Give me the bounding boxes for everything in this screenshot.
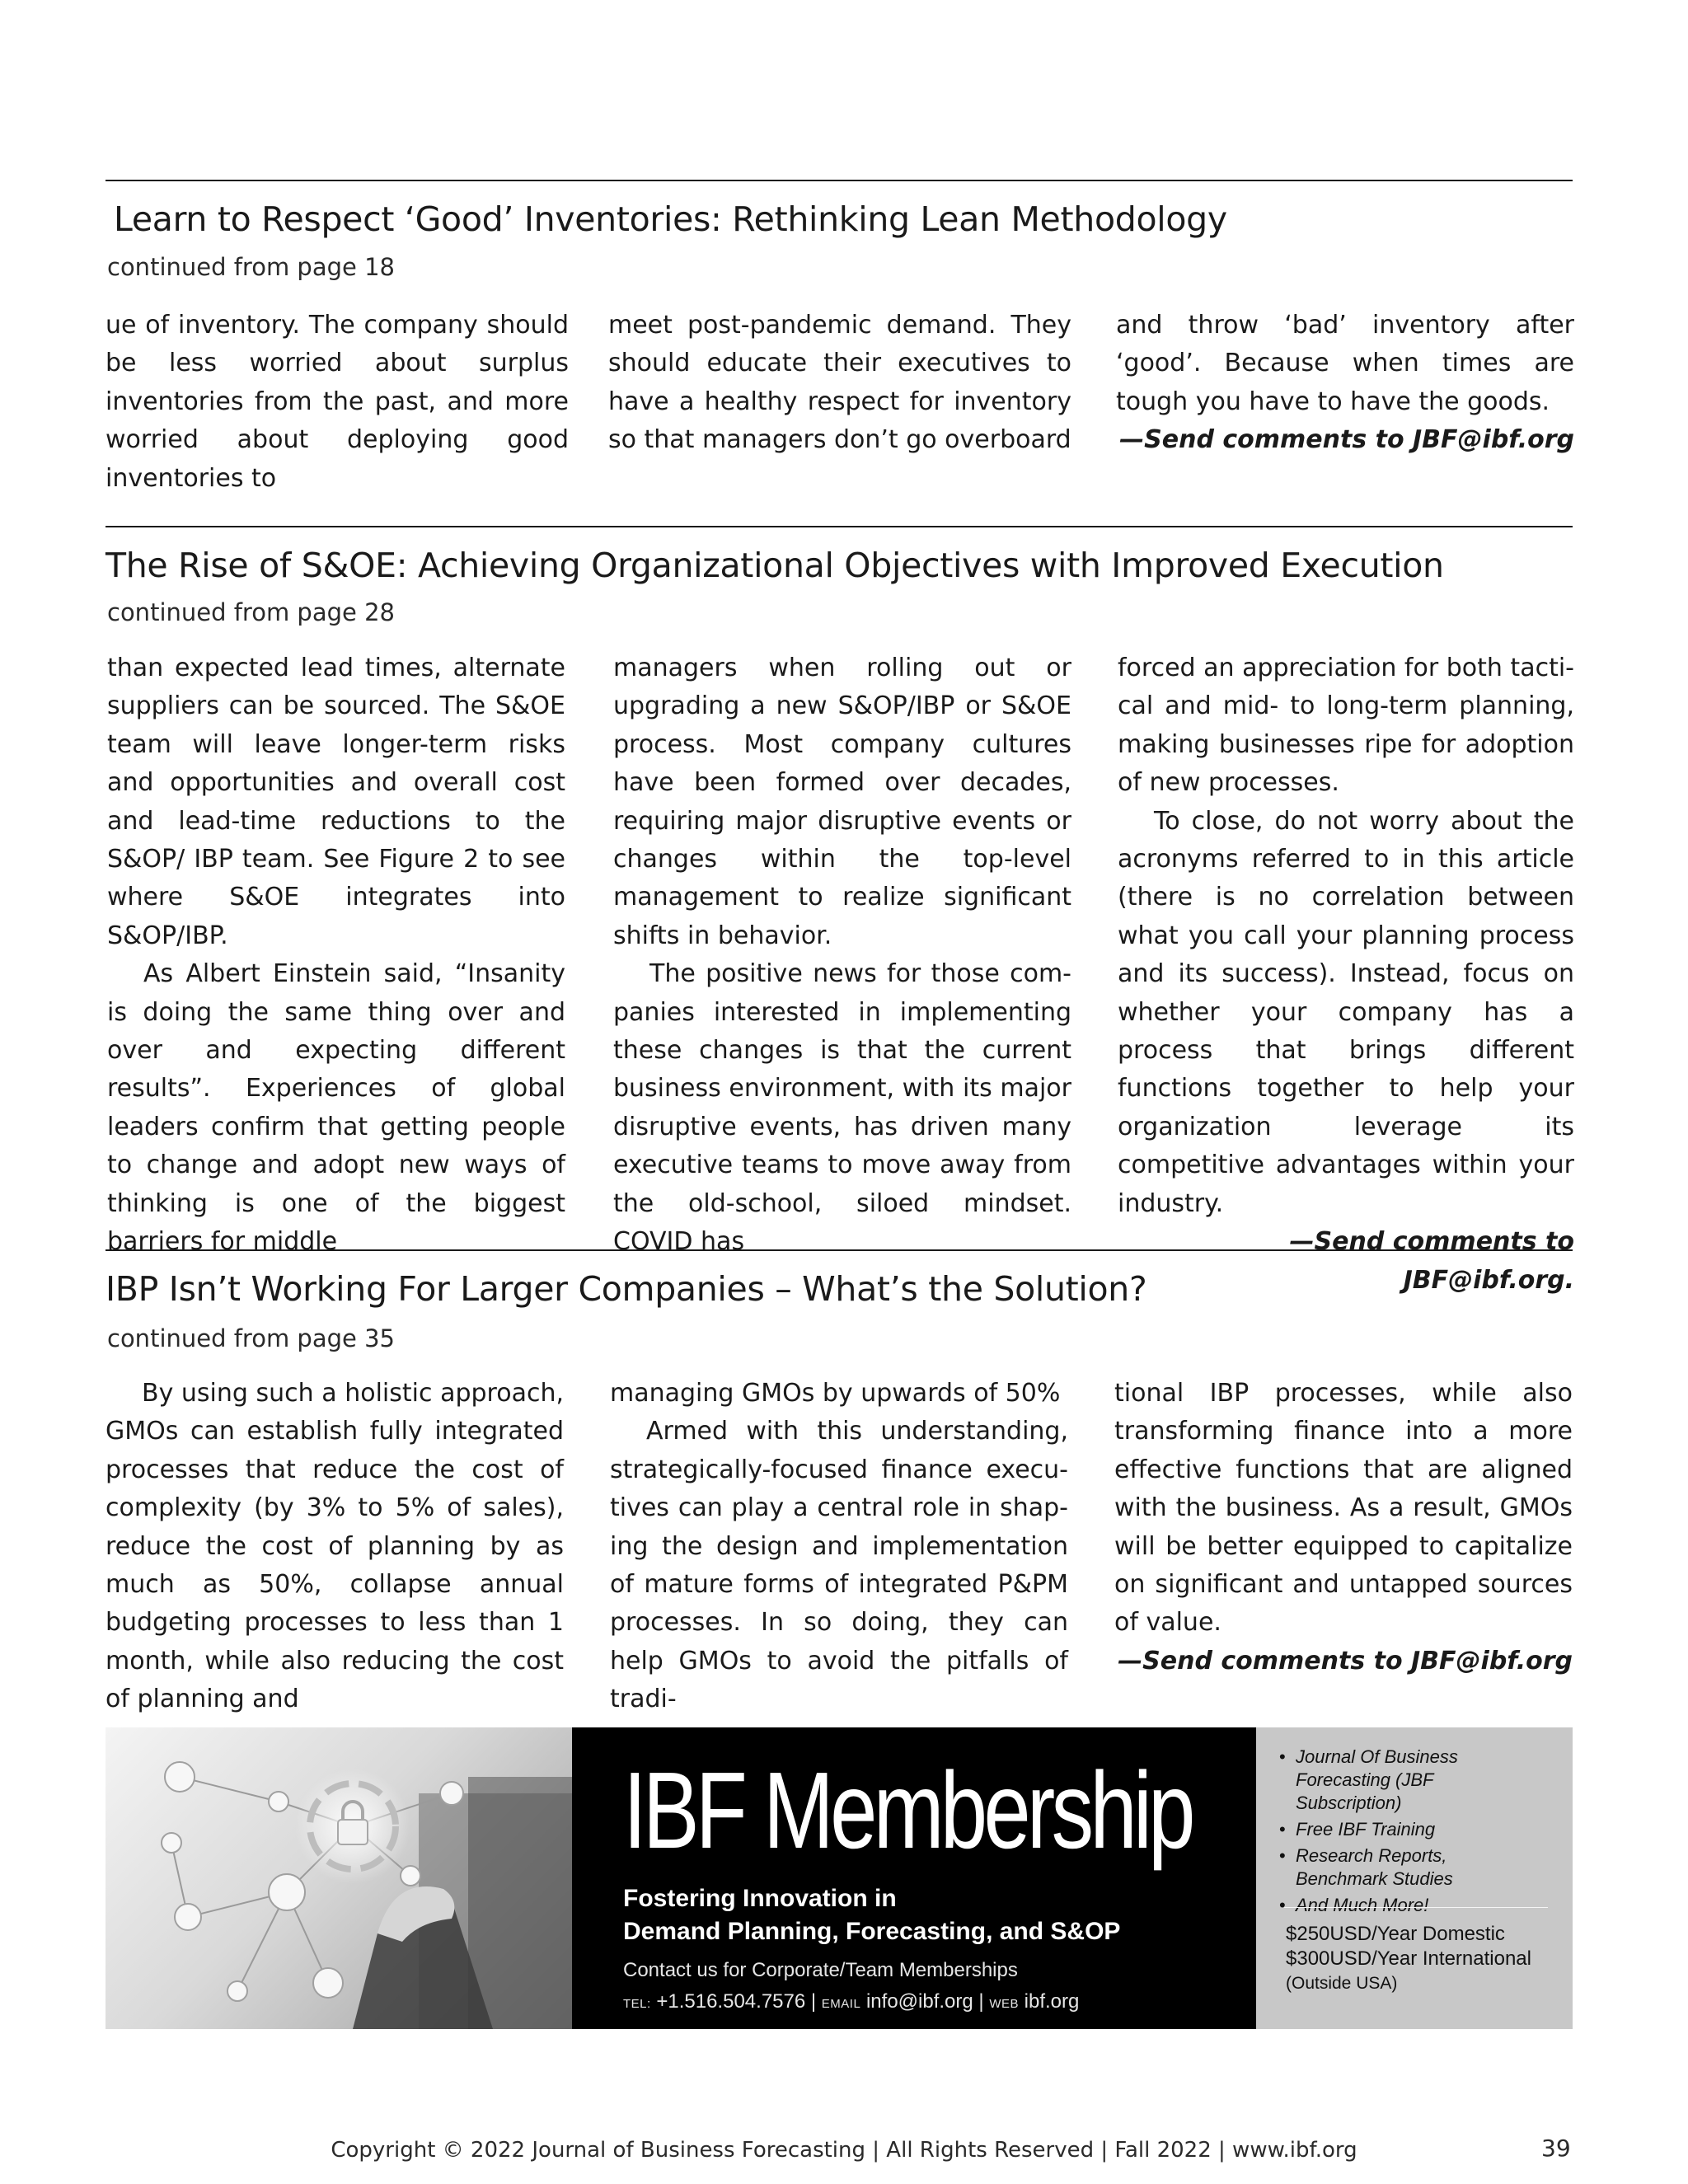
web-label: WEB xyxy=(989,1997,1019,2011)
paragraph: By using such a holistic approach, GMOs can establish fully integrated processes that reduce the cost of complexity (by 3% to 5% of sales), reduce the cost of planning by as much as 50%, collapse annual budgeting processes to less than 1 month, while also reducing the cost of planning and xyxy=(106,1379,564,1714)
membership-banner xyxy=(572,1727,1256,2029)
ad-title: IBF Membership xyxy=(623,1750,1192,1871)
separator: | xyxy=(978,1990,984,2013)
copyright-footer: Copyright © 2022 Journal of Business Forecasting | All Rights Reserved | Fall 2022 | www.ibf.org xyxy=(331,2138,1357,2163)
paragraph: The positive news for those companies interested in implementing these changes is that the current business environment, with its major disruptive events, has driven many executive teams to move away from the old-school, siloed mindset. COVID has xyxy=(613,959,1071,1257)
benefit-item: • Journal Of Business Forecasting (JBF Subscription) xyxy=(1278,1746,1543,1815)
paragraph: managing GMOs by upwards of 50% xyxy=(610,1379,1061,1408)
paragraph: forced an appreciation for both tactical and mid- to long-term planning, making businesses ripe for adoption of new processes. xyxy=(1118,654,1574,798)
paragraph: ue of inventory. The company should be less worried about surplus inventories from the past, and more worried about deploying good inventories to xyxy=(106,311,569,493)
network-security-photo xyxy=(106,1727,572,2029)
article-3-column-1 xyxy=(106,1375,564,1719)
ad-contact-details xyxy=(623,1986,1079,2020)
paragraph: As Albert Einstein said, “Insanity is doing the same thing over and over and expecting different results”. Experiences of global leaders confirm that getting people to change and adopt new ways of thinking is one of the biggest barriers for middle xyxy=(107,959,565,1257)
paragraph: To close, do not worry about the acronyms referred to in this article (there is no correlation between what you call your planning process and its success). Instead, focus on whether your company has a process that brings different functions together to help your organization leverage its competitive advantages within your industry. xyxy=(1118,806,1574,1218)
separator: | xyxy=(810,1990,817,2013)
paragraph: than expected lead times, alternate suppliers can be sourced. The S&OE team will leave longer-term risks and opportunities and overall cost and lead-time reductions to the S&OP/ IBP team. See Figure 2 to see where S&OE integrates into S&OP/IBP. xyxy=(107,654,565,950)
benefit-item: • Free IBF Training xyxy=(1278,1818,1543,1841)
page-number: 39 xyxy=(1541,2135,1571,2162)
paragraph: tional IBP processes, while also transforming finance into a more effective functions that are aligned with the business. As a result, GMOs will be better equipped to capitalize on significant and untapped sources of value. xyxy=(1114,1379,1573,1638)
membership-benefits-panel xyxy=(1256,1727,1573,2029)
ad-tagline-line-1: Fostering Innovation in xyxy=(623,1885,897,1912)
price-domestic: $250USD/Year Domestic xyxy=(1286,1923,1505,1945)
article-2-column-2 xyxy=(613,649,1071,1262)
ad-contact xyxy=(623,1955,1079,2020)
membership-pricing xyxy=(1286,1922,1531,1996)
section-rule-3 xyxy=(106,1249,1573,1251)
email-label: EMAIL xyxy=(821,1997,861,2011)
tel-value[interactable]: +1.516.504.7576 xyxy=(656,1990,806,2013)
article-1-column-1 xyxy=(106,307,569,498)
ibf-membership-ad[interactable] xyxy=(106,1727,1573,2029)
ad-tagline xyxy=(623,1882,1120,1948)
send-comments-signature: —Send comments to JBF@ibf.org xyxy=(1118,1646,1573,1675)
benefit-item: • Research Reports, Benchmark Studies xyxy=(1278,1844,1461,1891)
benefit-item: • And Much More! xyxy=(1278,1894,1543,1917)
send-comments-signature: —Send comments to JBF@ibf.org. xyxy=(1289,1227,1574,1295)
benefits-list xyxy=(1278,1746,1543,1920)
section-rule-2 xyxy=(106,526,1573,527)
section-rule-1 xyxy=(106,180,1573,181)
email-link[interactable]: info@ibf.org xyxy=(865,1990,973,2013)
web-link[interactable]: ibf.org xyxy=(1024,1990,1080,2013)
article-title-1: Learn to Respect ‘Good’ Inventories: Rethinking Lean Methodology xyxy=(114,199,1227,239)
paragraph: and throw ‘bad’ inventory after ‘good’. Because when times are tough you have to have the goods. xyxy=(1116,311,1574,416)
continued-note-3: continued from page 35 xyxy=(107,1324,395,1352)
article-title-3: IBP Isn’t Working For Larger Companies – What’s the Solution? xyxy=(106,1269,1147,1309)
ad-contact-line: Contact us for Corporate/Team Memberships xyxy=(623,1959,1018,1981)
price-note: (Outside USA) xyxy=(1286,1974,1398,1993)
continued-note-1: continued from page 18 xyxy=(107,253,395,281)
article-2-column-3 xyxy=(1118,649,1574,1300)
article-title-2: The Rise of S&OE: Achieving Organizational Objectives with Improved Execution xyxy=(106,546,1444,585)
price-international: $300USD/Year International xyxy=(1286,1947,1531,1970)
paragraph: Armed with this understanding, strategically-focused finance executives can play a central role in shaping the design and implementation of mature forms of integrated P&PM processes. In so doing, they can help GMOs to avoid the pitfalls of tradi- xyxy=(610,1417,1068,1714)
article-3-column-2 xyxy=(610,1375,1068,1719)
article-2-column-1 xyxy=(107,649,565,1262)
tel-label: TEL: xyxy=(623,1997,651,2011)
paragraph: managers when rolling out or upgrading a new S&OP/IBP or S&OE process. Most company cultures have been formed over decades, requiring major disruptive events or changes within the top-level management to realize significant shifts in behavior. xyxy=(613,654,1071,950)
paragraph: meet post-pandemic demand. They should educate their executives to have a healthy respect for inventory so that managers don’t go overboard xyxy=(608,311,1071,455)
divider xyxy=(1284,1907,1548,1908)
continued-note-2: continued from page 28 xyxy=(107,598,395,626)
send-comments-signature: —Send comments to JBF@ibf.org xyxy=(1119,425,1574,455)
article-3-column-3 xyxy=(1114,1375,1573,1680)
network-illustration xyxy=(106,1727,572,2029)
article-1-column-2 xyxy=(608,307,1071,460)
ad-tagline-line-2: Demand Planning, Forecasting, and S&OP xyxy=(623,1918,1121,1945)
article-1-column-3 xyxy=(1116,307,1574,460)
